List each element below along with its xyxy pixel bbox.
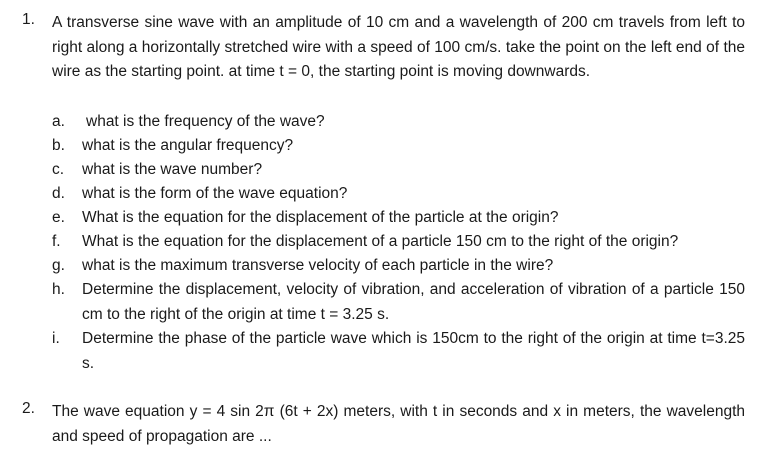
sub-question-text: What is the equation for the displacement of a particle 150 cm to the right of the origin? — [82, 233, 679, 250]
sub-question-d — [0, 182, 766, 206]
sub-question-f — [0, 230, 766, 254]
sub-question-text: Determine the displacement, velocity of vibration, and acceleration of vibration of a particle 150 cm to the right of the origin at time t = 3.25 s. — [82, 281, 745, 323]
question-2-text: The wave equation y = 4 sin 2π (6t + 2x) meters, with t in seconds and x in meters, the wavelength and speed of propagation are ... — [52, 403, 745, 445]
sub-question-g — [0, 254, 766, 278]
sub-question-text: what is the form of the wave equation? — [82, 185, 348, 202]
sub-question-letter: b. — [52, 137, 65, 154]
sub-question-b — [0, 134, 766, 158]
sub-question-a — [0, 110, 766, 134]
sub-question-letter: e. — [52, 209, 65, 226]
sub-question-letter: c. — [52, 161, 65, 178]
sub-question-letter: h. — [52, 281, 65, 298]
sub-question-letter: g. — [52, 257, 65, 274]
sub-question-i — [0, 327, 766, 375]
sub-question-text: what is the maximum transverse velocity of each particle in the wire? — [82, 257, 554, 274]
sub-question-letter: d. — [52, 185, 65, 202]
sub-question-letter: f. — [52, 233, 61, 250]
question-1-text: A transverse sine wave with an amplitude of 10 cm and a wavelength of 200 cm travels from left to right along a horizontally stretched wire with a speed of 100 cm/s. take the point on the left end of the wire as the starting point. at time t = 0, the starting point is moving downwards. — [52, 14, 745, 80]
sub-question-text: what is the wave number? — [82, 161, 263, 178]
sub-question-letter: i. — [52, 330, 60, 347]
sub-question-e — [0, 206, 766, 230]
sub-question-text: what is the angular frequency? — [82, 137, 294, 154]
question-1-number: 1. — [22, 11, 35, 28]
sub-question-letter: a. — [52, 113, 65, 130]
sub-question-text: Determine the phase of the particle wave which is 150cm to the right of the origin at time t=3.25 s. — [82, 330, 745, 372]
question-2-number: 2. — [22, 400, 35, 417]
sub-question-h — [0, 278, 766, 326]
sub-question-c — [0, 158, 766, 182]
sub-question-text: what is the frequency of the wave? — [86, 113, 325, 130]
sub-question-text: What is the equation for the displacement of the particle at the origin? — [82, 209, 559, 226]
